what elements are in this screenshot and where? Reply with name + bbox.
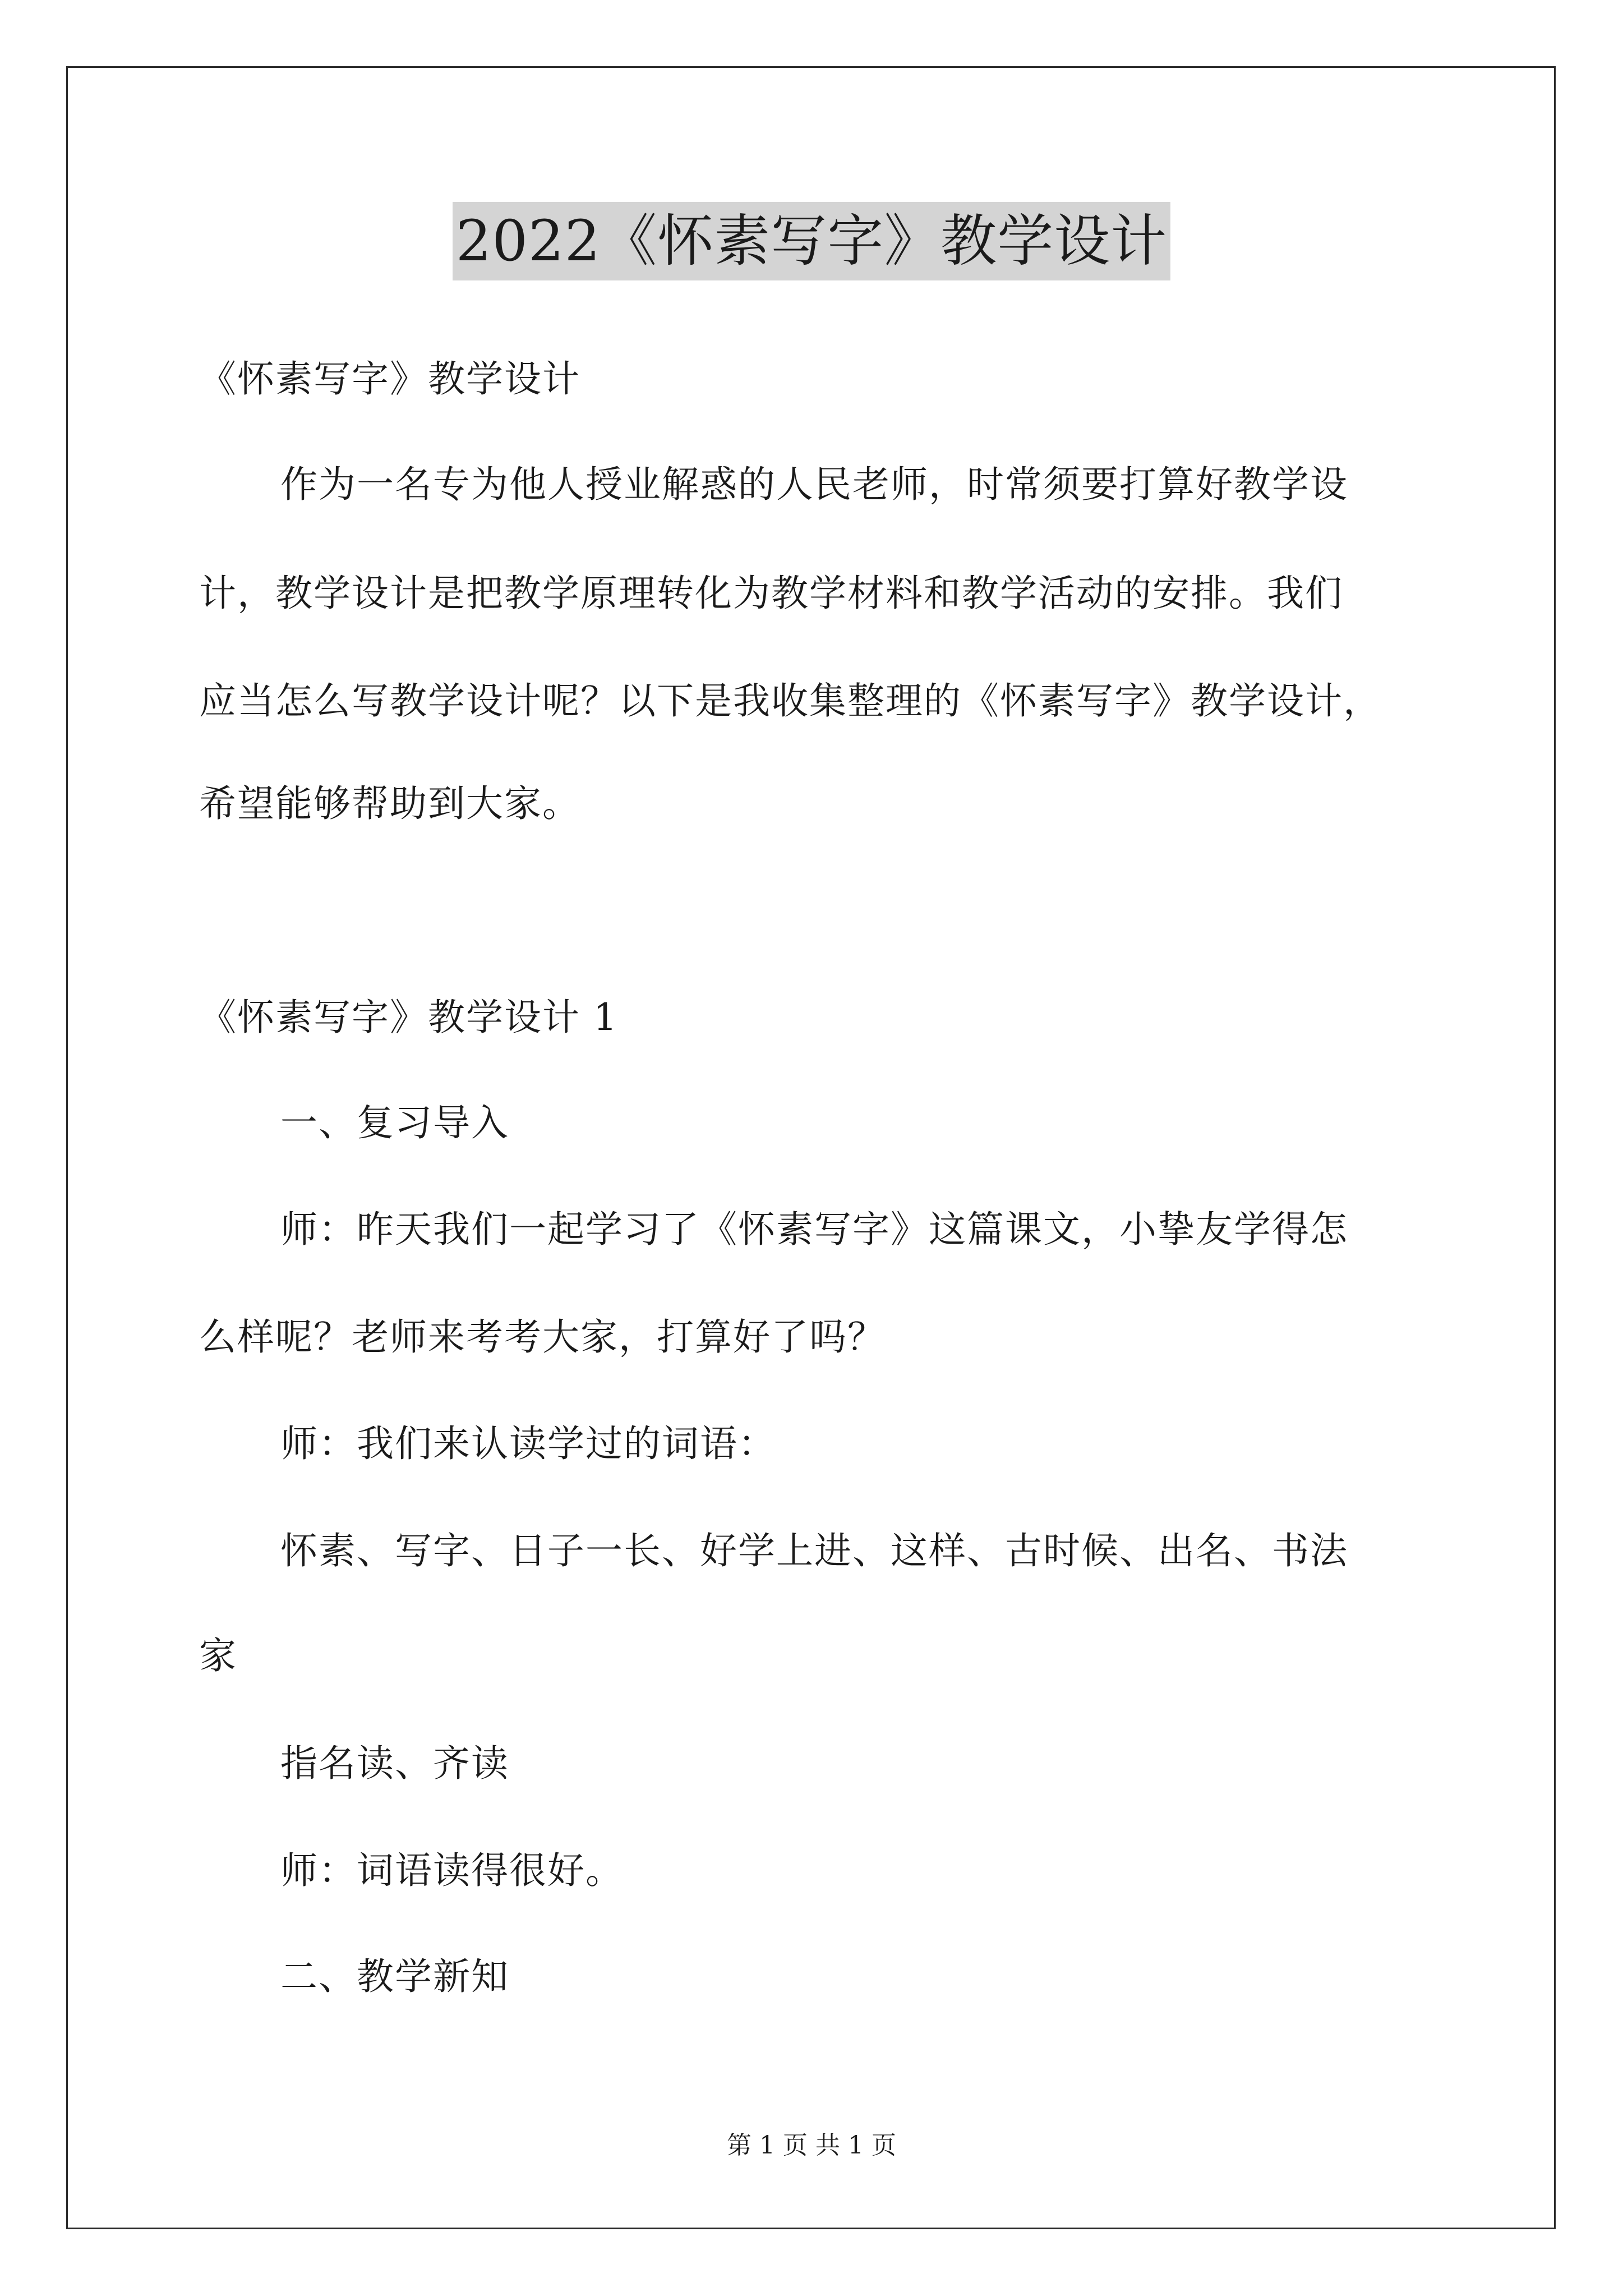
title-container [0, 202, 1623, 280]
paragraph-line: 怀素、写字、日子一长、好学上进、这样、古时候、出名、书法 [280, 1529, 1348, 1572]
paragraph-line: 师：昨天我们一起学习了《怀素写字》这篇课文，小挚友学得怎 [280, 1208, 1348, 1251]
paragraph-line: 作为一名专为他人授业解惑的人民老师，时常须要打算好教学设 [280, 463, 1348, 506]
paragraph-line: 希望能够帮助到大家。 [199, 782, 580, 825]
paragraph-line: 师：我们来认读学过的词语： [280, 1422, 776, 1465]
paragraph-line: 计，教学设计是把教学原理转化为教学材料和教学活动的安排。我们 [199, 572, 1343, 615]
document-title: 2022《怀素写字》教学设计 [453, 202, 1171, 280]
paragraph-line: 师：词语读得很好。 [280, 1849, 624, 1892]
paragraph-line: 么样呢？老师来考考大家，打算好了吗？ [199, 1315, 886, 1359]
paragraph-line: 应当怎么写教学设计呢？以下是我收集整理的《怀素写字》教学设计， [199, 679, 1381, 723]
subsection-heading: 一、复习导入 [280, 1101, 509, 1144]
subtitle: 《怀素写字》教学设计 [199, 357, 580, 401]
paragraph-line: 家 [199, 1634, 237, 1677]
paragraph-line: 指名读、齐读 [280, 1742, 509, 1785]
section-heading: 《怀素写字》教学设计 1 [199, 996, 618, 1039]
page-footer: 第 1 页 共 1 页 [727, 2131, 896, 2160]
subsection-heading: 二、教学新知 [280, 1955, 509, 1998]
